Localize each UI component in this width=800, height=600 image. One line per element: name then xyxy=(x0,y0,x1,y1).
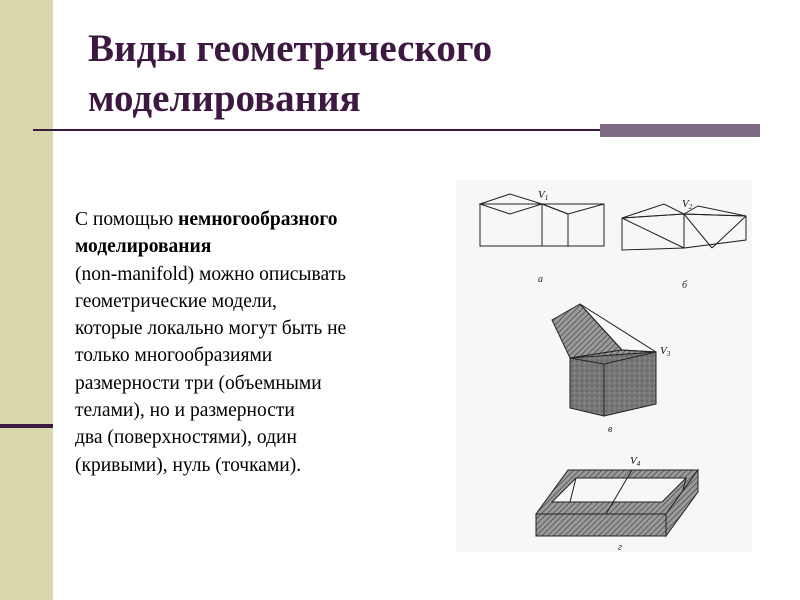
body-bold-term-2: моделирования xyxy=(75,236,212,258)
title-rule-accent-block xyxy=(600,124,760,137)
panel-v-diagram xyxy=(552,304,656,416)
title-line-2: моделирования xyxy=(88,77,361,120)
body-line-10: (кривыми), нуль (точками). xyxy=(75,454,302,476)
panel-g-caption: г xyxy=(618,542,622,552)
slide-title xyxy=(88,24,728,124)
body-line-2 xyxy=(75,233,430,260)
panel-v-caption: в xyxy=(608,424,613,435)
panel-b-caption: б xyxy=(682,280,688,291)
non-manifold-figure xyxy=(456,180,752,552)
panel-a-diagram xyxy=(480,194,604,246)
panel-a-vertex-label: V1 xyxy=(538,189,549,202)
panel-b-vertex-label: V2 xyxy=(682,198,693,211)
title-underline xyxy=(33,129,600,131)
panel-g-diagram xyxy=(536,470,698,536)
body-paragraph xyxy=(75,206,430,479)
body-line-9: два (поверхностями), один xyxy=(75,427,297,449)
body-text-prefix: С помощью xyxy=(75,209,179,230)
body-bold-term-1: немногообразного xyxy=(178,209,338,230)
title-line-1: Виды геометрического xyxy=(88,27,493,70)
panel-v-vertex-label: V3 xyxy=(660,345,671,358)
body-line-6: только многообразиями xyxy=(75,345,273,367)
body-line-7: размерности три (объемными xyxy=(75,372,322,394)
side-decoration-bar xyxy=(0,0,53,600)
side-accent-line xyxy=(0,424,53,428)
panel-a-caption: а xyxy=(538,274,543,285)
panel-g-vertex-label: V4 xyxy=(630,455,641,468)
body-line-8: телами), но и размерности xyxy=(75,400,295,422)
body-line-5: которые локально могут быть не xyxy=(75,318,347,340)
body-line-3: (non-manifold) можно описывать xyxy=(75,263,347,285)
body-line-4: геометрические модели, xyxy=(75,290,277,312)
non-manifold-diagram xyxy=(456,180,752,552)
panel-b-diagram xyxy=(622,204,746,250)
body-line-1 xyxy=(75,206,430,233)
